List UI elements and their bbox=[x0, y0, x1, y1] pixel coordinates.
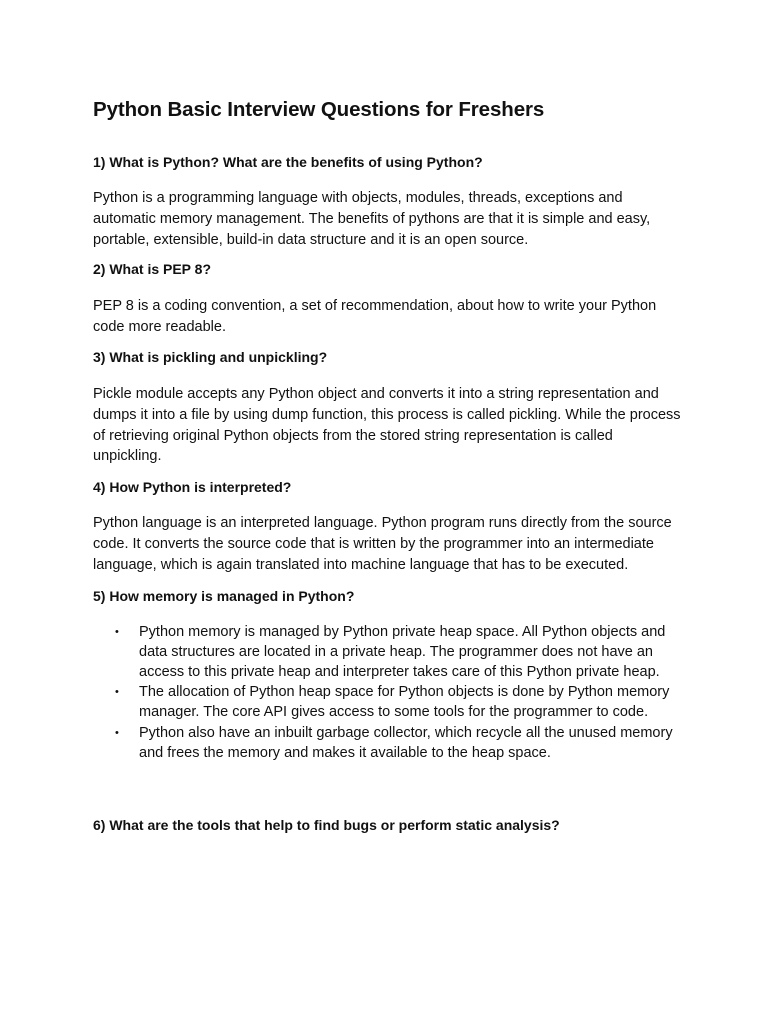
list-item bbox=[93, 622, 683, 683]
question-4: 4) How Python is interpreted? bbox=[93, 479, 292, 496]
document-title: Python Basic Interview Questions for Freshers bbox=[93, 98, 545, 121]
answer-3: Pickle module accepts any Python object and converts it into a string representation and dumps it into a file by using dump function, this process is called pickling. While the process of retrieving original Python objects from the stored string representation is called unpickling. bbox=[93, 385, 681, 465]
bullet-text: Python also have an inbuilt garbage collector, which recycle all the unused memory and frees the memory and makes it available to the heap space. bbox=[139, 724, 673, 761]
bullet-icon: • bbox=[115, 625, 119, 638]
bullet-text: Python memory is managed by Python private heap space. All Python objects and data structures are located in a private heap. The programmer does not have an access to this private heap and interpreter takes care of this Python private heap. bbox=[139, 623, 666, 680]
answer-1: Python is a programming language with objects, modules, threads, exceptions and automatic memory management. The benefits of pythons are that it is simple and easy, portable, extensible, build-in data structure and it is an open source. bbox=[93, 190, 651, 248]
question-5: 5) How memory is managed in Python? bbox=[93, 587, 355, 604]
answer-2: PEP 8 is a coding convention, a set of recommendation, about how to write your Python code more readable. bbox=[93, 298, 657, 336]
bullet-text: The allocation of Python heap space for Python objects is done by Python memory manager. The core API gives access to some tools for the programmer to code. bbox=[139, 684, 670, 721]
answer-4: Python language is an interpreted language. Python program runs directly from the source code. It converts the source code that is written by the programmer into an intermediate language, which is again translated into machine language that has to be executed. bbox=[93, 515, 672, 573]
question-2: 2) What is PEP 8? bbox=[93, 261, 211, 278]
bullet-icon: • bbox=[115, 686, 119, 699]
bullet-icon: • bbox=[115, 726, 119, 739]
question-3: 3) What is pickling and unpickling? bbox=[93, 348, 328, 365]
document-page bbox=[93, 92, 683, 835]
list-item bbox=[93, 723, 683, 763]
list-item bbox=[93, 682, 683, 722]
memory-bullet-list bbox=[93, 622, 683, 763]
question-6: 6) What are the tools that help to find bugs or perform static analysis? bbox=[93, 816, 560, 833]
question-1: 1) What is Python? What are the benefits of using Python? bbox=[93, 154, 483, 170]
